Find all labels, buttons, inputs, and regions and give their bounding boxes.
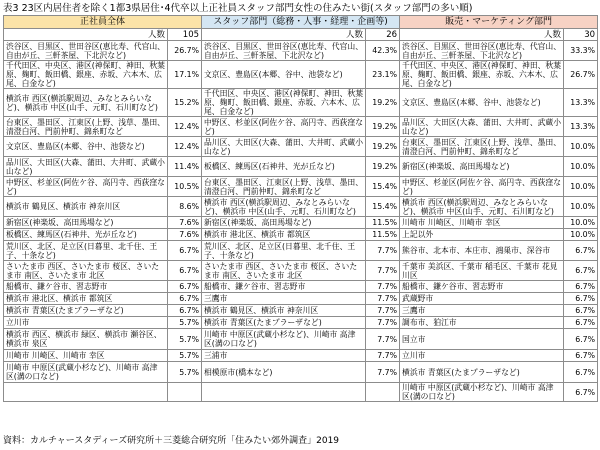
area-cell: 文京区、豊島区(本郷、谷中、池袋など): [4, 137, 168, 157]
area-cell: 板橋区、練馬区(石神井、光が丘など): [202, 157, 366, 177]
area-cell: さいたま市 西区、さいたま市 桜区、さいたま市 南区、さいたま市 北区: [4, 261, 168, 281]
percent-cell: 10.0%: [564, 157, 598, 177]
percent-cell: 7.7%: [366, 317, 400, 329]
percent-cell: 6.7%: [564, 261, 598, 281]
percent-cell: 5.7%: [168, 317, 202, 329]
data-table: [3, 15, 598, 402]
area-cell: 三鷹市: [400, 305, 564, 317]
area-cell: 川崎市 中原区(武蔵小杉など)、川崎市 高津区(溝の口など): [4, 362, 168, 383]
percent-cell: 6.7%: [564, 350, 598, 362]
area-cell: 横浜市 西区(横浜駅周辺、みなとみらいなど)、横浜市 中区(山手、元町、石川町など): [400, 197, 564, 217]
percent-cell: 10.0%: [564, 137, 598, 157]
area-cell: 台東区、墨田区、江東区(上野、浅草、墨田、清澄白河、門前仲町、錦糸町など: [4, 117, 168, 137]
area-cell: 千代田区、中央区、港区(神保町、神田、秋葉原、麹町、飯田橋、銀座、赤坂、六本木、広尾、白金など): [4, 61, 168, 89]
area-cell: 中野区、杉並区(阿佐ケ谷、高円寺、西荻窪など): [4, 177, 168, 197]
percent-cell: 6.7%: [564, 329, 598, 350]
percent-cell: 19.2%: [366, 89, 400, 117]
table-row: [4, 177, 598, 197]
percent-cell: 8.6%: [168, 197, 202, 217]
percent-cell: 5.7%: [168, 362, 202, 383]
table-row: [4, 261, 598, 281]
percent-cell: 6.7%: [168, 241, 202, 261]
percent-cell: 7.6%: [168, 229, 202, 241]
area-cell: 品川区、大田区(大森、蒲田、大井町、武蔵小山など): [202, 137, 366, 157]
table-row: [4, 241, 598, 261]
area-cell: 渋谷区、目黒区、世田谷区(恵比寿、代官山、自由が丘、三軒茶屋、下北沢など): [400, 41, 564, 61]
percent-cell: [366, 383, 400, 402]
percent-cell: 17.1%: [168, 61, 202, 89]
area-cell: 横浜市 青葉区(たまプラーザなど): [400, 362, 564, 383]
area-cell: 船橋市、鎌ケ谷市、習志野市: [400, 281, 564, 293]
area-cell: 渋谷区、目黒区、世田谷区(恵比寿、代官山、自由が丘、三軒茶屋、下北沢など): [4, 41, 168, 61]
percent-cell: 6.7%: [168, 261, 202, 281]
area-cell: 台東区、墨田区、江東区(上野、浅草、墨田、清澄白河、門前仲町、錦糸町など: [202, 177, 366, 197]
area-cell: 相模原市(橋本など): [202, 362, 366, 383]
area-cell: 船橋市、鎌ケ谷市、習志野市: [202, 281, 366, 293]
percent-cell: 7.7%: [366, 350, 400, 362]
area-cell: 千代田区、中央区、港区(神保町、神田、秋葉原、麹町、飯田橋、銀座、赤坂、六本木、広尾、白金など): [202, 89, 366, 117]
table-row: [4, 41, 598, 61]
area-cell: 横浜市 青葉区(たまプラーザなど): [4, 305, 168, 317]
table-row: [4, 89, 598, 117]
area-cell: 新宿区(神楽坂、高田馬場など): [202, 217, 366, 229]
source-note: 資料：カルチャースタディーズ研究所＋三菱総合研究所「住みたい郊外調査」2019: [3, 436, 340, 446]
count-value: 30: [564, 29, 598, 41]
percent-cell: 42.3%: [366, 41, 400, 61]
area-cell: 川崎市 川崎区、川崎市 幸区: [4, 350, 168, 362]
area-cell: 船橋市、鎌ケ谷市、習志野市: [4, 281, 168, 293]
percent-cell: 5.7%: [168, 329, 202, 350]
percent-cell: 6.7%: [168, 293, 202, 305]
table-row: [4, 157, 598, 177]
area-cell: 千代田区、中央区、港区(神保町、神田、秋葉原、麹町、飯田橋、銀座、赤坂、六本木、広尾、白金など): [400, 61, 564, 89]
area-cell: 横浜市 鶴見区、横浜市 神奈川区: [4, 197, 168, 217]
area-cell: 横浜市 青葉区(たまプラーザなど): [202, 317, 366, 329]
percent-cell: 26.7%: [564, 61, 598, 89]
percent-cell: 10.0%: [564, 177, 598, 197]
area-cell: 荒川区、北区、足立区(日暮里、北千住、王子、十条など): [202, 241, 366, 261]
percent-cell: 19.2%: [366, 117, 400, 137]
percent-cell: 7.6%: [168, 217, 202, 229]
percent-cell: 11.4%: [168, 157, 202, 177]
area-cell: 中野区、杉並区(阿佐ケ谷、高円寺、西荻窪など): [400, 177, 564, 197]
percent-cell: 11.5%: [366, 217, 400, 229]
percent-cell: 7.7%: [366, 281, 400, 293]
area-cell: 立川市: [4, 317, 168, 329]
percent-cell: 6.7%: [564, 281, 598, 293]
percent-cell: 10.0%: [564, 217, 598, 229]
count-value: 105: [168, 29, 202, 41]
area-cell: 川崎市 中原区(武蔵小杉など)、川崎市 高津区(溝の口など): [202, 329, 366, 350]
area-cell: 三浦市: [202, 350, 366, 362]
count-label: 人数: [202, 29, 366, 41]
table-row: [4, 317, 598, 329]
area-cell: 川崎市 川崎区、川崎市 幸区: [400, 217, 564, 229]
percent-cell: 13.3%: [564, 89, 598, 117]
area-cell: 荒川区、北区、足立区(日暮里、北千住、王子、十条など): [4, 241, 168, 261]
percent-cell: 15.4%: [366, 177, 400, 197]
table-row: [4, 197, 598, 217]
group-header-sales-marketing: 販売・マーケティング部門: [400, 16, 598, 29]
table-row: [4, 383, 598, 402]
area-cell: [202, 383, 366, 402]
table-row: [4, 229, 598, 241]
percent-cell: 6.7%: [564, 305, 598, 317]
table-row: [4, 329, 598, 350]
area-cell: 三鷹市: [202, 293, 366, 305]
area-cell: 文京区、豊島区(本郷、谷中、池袋など): [400, 89, 564, 117]
table-row: [4, 362, 598, 383]
area-cell: 文京区、豊島区(本郷、谷中、池袋など): [202, 61, 366, 89]
table-row: [4, 61, 598, 89]
area-cell: 板橋区、練馬区(石神井、光が丘など): [4, 229, 168, 241]
table-row: [4, 117, 598, 137]
percent-cell: 10.5%: [168, 177, 202, 197]
percent-cell: 7.7%: [366, 329, 400, 350]
percent-cell: 6.7%: [564, 362, 598, 383]
table-row: [4, 350, 598, 362]
area-cell: 上記以外: [400, 229, 564, 241]
percent-cell: 10.0%: [564, 197, 598, 217]
area-cell: 川崎市 中原区(武蔵小杉など)、川崎市 高津区(溝の口など): [400, 383, 564, 402]
area-cell: 品川区、大田区(大森、蒲田、大井町、武蔵小山など): [400, 117, 564, 137]
area-cell: 横浜市 西区(横浜駅周辺、みなとみらいなど)、横浜市 中区(山手、元町、石川町など): [4, 89, 168, 117]
percent-cell: 23.1%: [366, 61, 400, 89]
percent-cell: 7.7%: [366, 241, 400, 261]
percent-cell: 19.2%: [366, 137, 400, 157]
area-cell: 調布市、狛江市: [400, 317, 564, 329]
count-value: 26: [366, 29, 400, 41]
area-cell: 武蔵野市: [400, 293, 564, 305]
table-row: [4, 293, 598, 305]
area-cell: [4, 383, 168, 402]
percent-cell: 10.0%: [564, 229, 598, 241]
area-cell: 新宿区(神楽坂、高田馬場など): [400, 157, 564, 177]
area-cell: 千葉市 美浜区、千葉市 稲毛区、千葉市 花見川区: [400, 261, 564, 281]
area-cell: 台東区、墨田区、江東区(上野、浅草、墨田、清澄白河、門前仲町、錦糸町など: [400, 137, 564, 157]
group-header-staff-dept: スタッフ部門（総務・人事・経理・企画等): [202, 16, 400, 29]
table-row: [4, 305, 598, 317]
area-cell: 横浜市 港北区、横浜市 都筑区: [202, 229, 366, 241]
percent-cell: 33.3%: [564, 41, 598, 61]
count-label: 人数: [400, 29, 564, 41]
percent-cell: 6.7%: [564, 317, 598, 329]
area-cell: さいたま市 西区、さいたま市 桜区、さいたま市 南区、さいたま市 北区: [202, 261, 366, 281]
percent-cell: 6.7%: [564, 241, 598, 261]
percent-cell: 7.7%: [366, 362, 400, 383]
percent-cell: 7.7%: [366, 305, 400, 317]
percent-cell: 7.7%: [366, 261, 400, 281]
count-label: 人数: [4, 29, 168, 41]
area-cell: 立川市: [400, 350, 564, 362]
percent-cell: [168, 383, 202, 402]
percent-cell: 12.4%: [168, 137, 202, 157]
area-cell: 横浜市 西区(横浜駅周辺、みなとみらいなど)、横浜市 中区(山手、元町、石川町など): [202, 197, 366, 217]
table-row: [4, 217, 598, 229]
percent-cell: 12.4%: [168, 117, 202, 137]
area-cell: 横浜市 鶴見区、横浜市 神奈川区: [202, 305, 366, 317]
percent-cell: 11.5%: [366, 229, 400, 241]
area-cell: 新宿区(神楽坂、高田馬場など): [4, 217, 168, 229]
percent-cell: 15.2%: [168, 89, 202, 117]
group-header-all-employees: 正社員全体: [4, 16, 202, 29]
table-title: 表3 23区内居住者を除く1都3県居住･4代卒以上正社員スタッフ部門女性の住みたい街(スタッフ部門の多い順): [3, 3, 473, 14]
table-row: [4, 281, 598, 293]
percent-cell: 13.3%: [564, 117, 598, 137]
area-cell: 横浜市 港北区、横浜市 都筑区: [4, 293, 168, 305]
percent-cell: 26.7%: [168, 41, 202, 61]
percent-cell: 6.7%: [564, 293, 598, 305]
area-cell: 渋谷区、目黒区、世田谷区(恵比寿、代官山、自由が丘、三軒茶屋、下北沢など): [202, 41, 366, 61]
percent-cell: 6.7%: [564, 383, 598, 402]
percent-cell: 6.7%: [168, 305, 202, 317]
area-cell: 熊谷市、北本市、本庄市、鴻巣市、深谷市: [400, 241, 564, 261]
area-cell: 品川区、大田区(大森、蒲田、大井町、武蔵小山など): [4, 157, 168, 177]
area-cell: 横浜市 西区、横浜市 緑区、横浜市 瀬谷区、横浜市 泉区: [4, 329, 168, 350]
area-cell: 国立市: [400, 329, 564, 350]
area-cell: 中野区、杉並区(阿佐ケ谷、高円寺、西荻窪など): [202, 117, 366, 137]
percent-cell: 19.2%: [366, 157, 400, 177]
percent-cell: 5.7%: [168, 350, 202, 362]
percent-cell: 7.7%: [366, 293, 400, 305]
percent-cell: 15.4%: [366, 197, 400, 217]
table-row: [4, 137, 598, 157]
percent-cell: 6.7%: [168, 281, 202, 293]
